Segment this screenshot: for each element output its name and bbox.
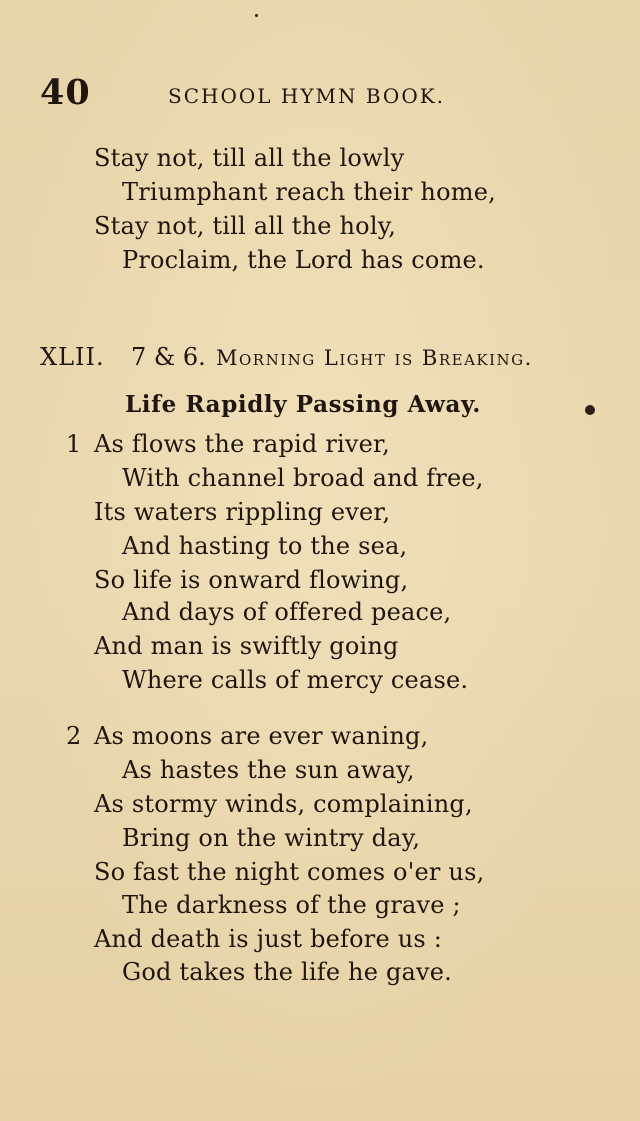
- verse-line: Stay not, till all the holy,: [94, 212, 397, 240]
- verse-line: As flows the rapid river,: [94, 430, 390, 458]
- verse-line: Stay not, till all the lowly: [94, 144, 405, 172]
- verse-line: Proclaim, the Lord has come.: [122, 246, 485, 274]
- stanza-number: 1: [66, 430, 82, 458]
- verse-line: Bring on the wintry day,: [122, 824, 421, 852]
- verse-line: As stormy winds, complaining,: [94, 790, 473, 818]
- verse-line: Triumphant reach their home,: [122, 178, 496, 206]
- hymn-title: Life Rapidly Passing Away.: [125, 391, 481, 418]
- verse-line: And death is just before us :: [94, 925, 442, 953]
- verse-line: The darkness of the grave ;: [122, 891, 461, 919]
- running-head: SCHOOL HYMN BOOK.: [168, 84, 446, 108]
- verse-line: God takes the life he gave.: [122, 958, 453, 986]
- verse-line: As moons are ever waning,: [94, 722, 429, 750]
- page-number: 40: [40, 72, 91, 113]
- verse-line: And hasting to the sea,: [122, 532, 408, 560]
- verse-line: So life is onward flowing,: [94, 566, 409, 594]
- verse-line: Its waters rippling ever,: [94, 498, 391, 526]
- verse-line: So fast the night comes o'er us,: [94, 858, 485, 886]
- verse-line: As hastes the sun away,: [122, 756, 415, 784]
- verse-line: And days of offered peace,: [122, 598, 452, 626]
- verse-line: And man is swiftly going: [94, 632, 399, 660]
- hymn-meter: 7 & 6.: [131, 343, 206, 371]
- verse-line: With channel broad and free,: [122, 464, 484, 492]
- hymn-number: XLII.: [40, 343, 105, 371]
- ink-speck: [585, 405, 595, 415]
- stanza-number: 2: [66, 722, 82, 750]
- hymn-tune: Morning Light is Breaking.: [216, 346, 533, 370]
- verse-line: Where calls of mercy cease.: [122, 666, 469, 694]
- ink-speck: [255, 14, 258, 17]
